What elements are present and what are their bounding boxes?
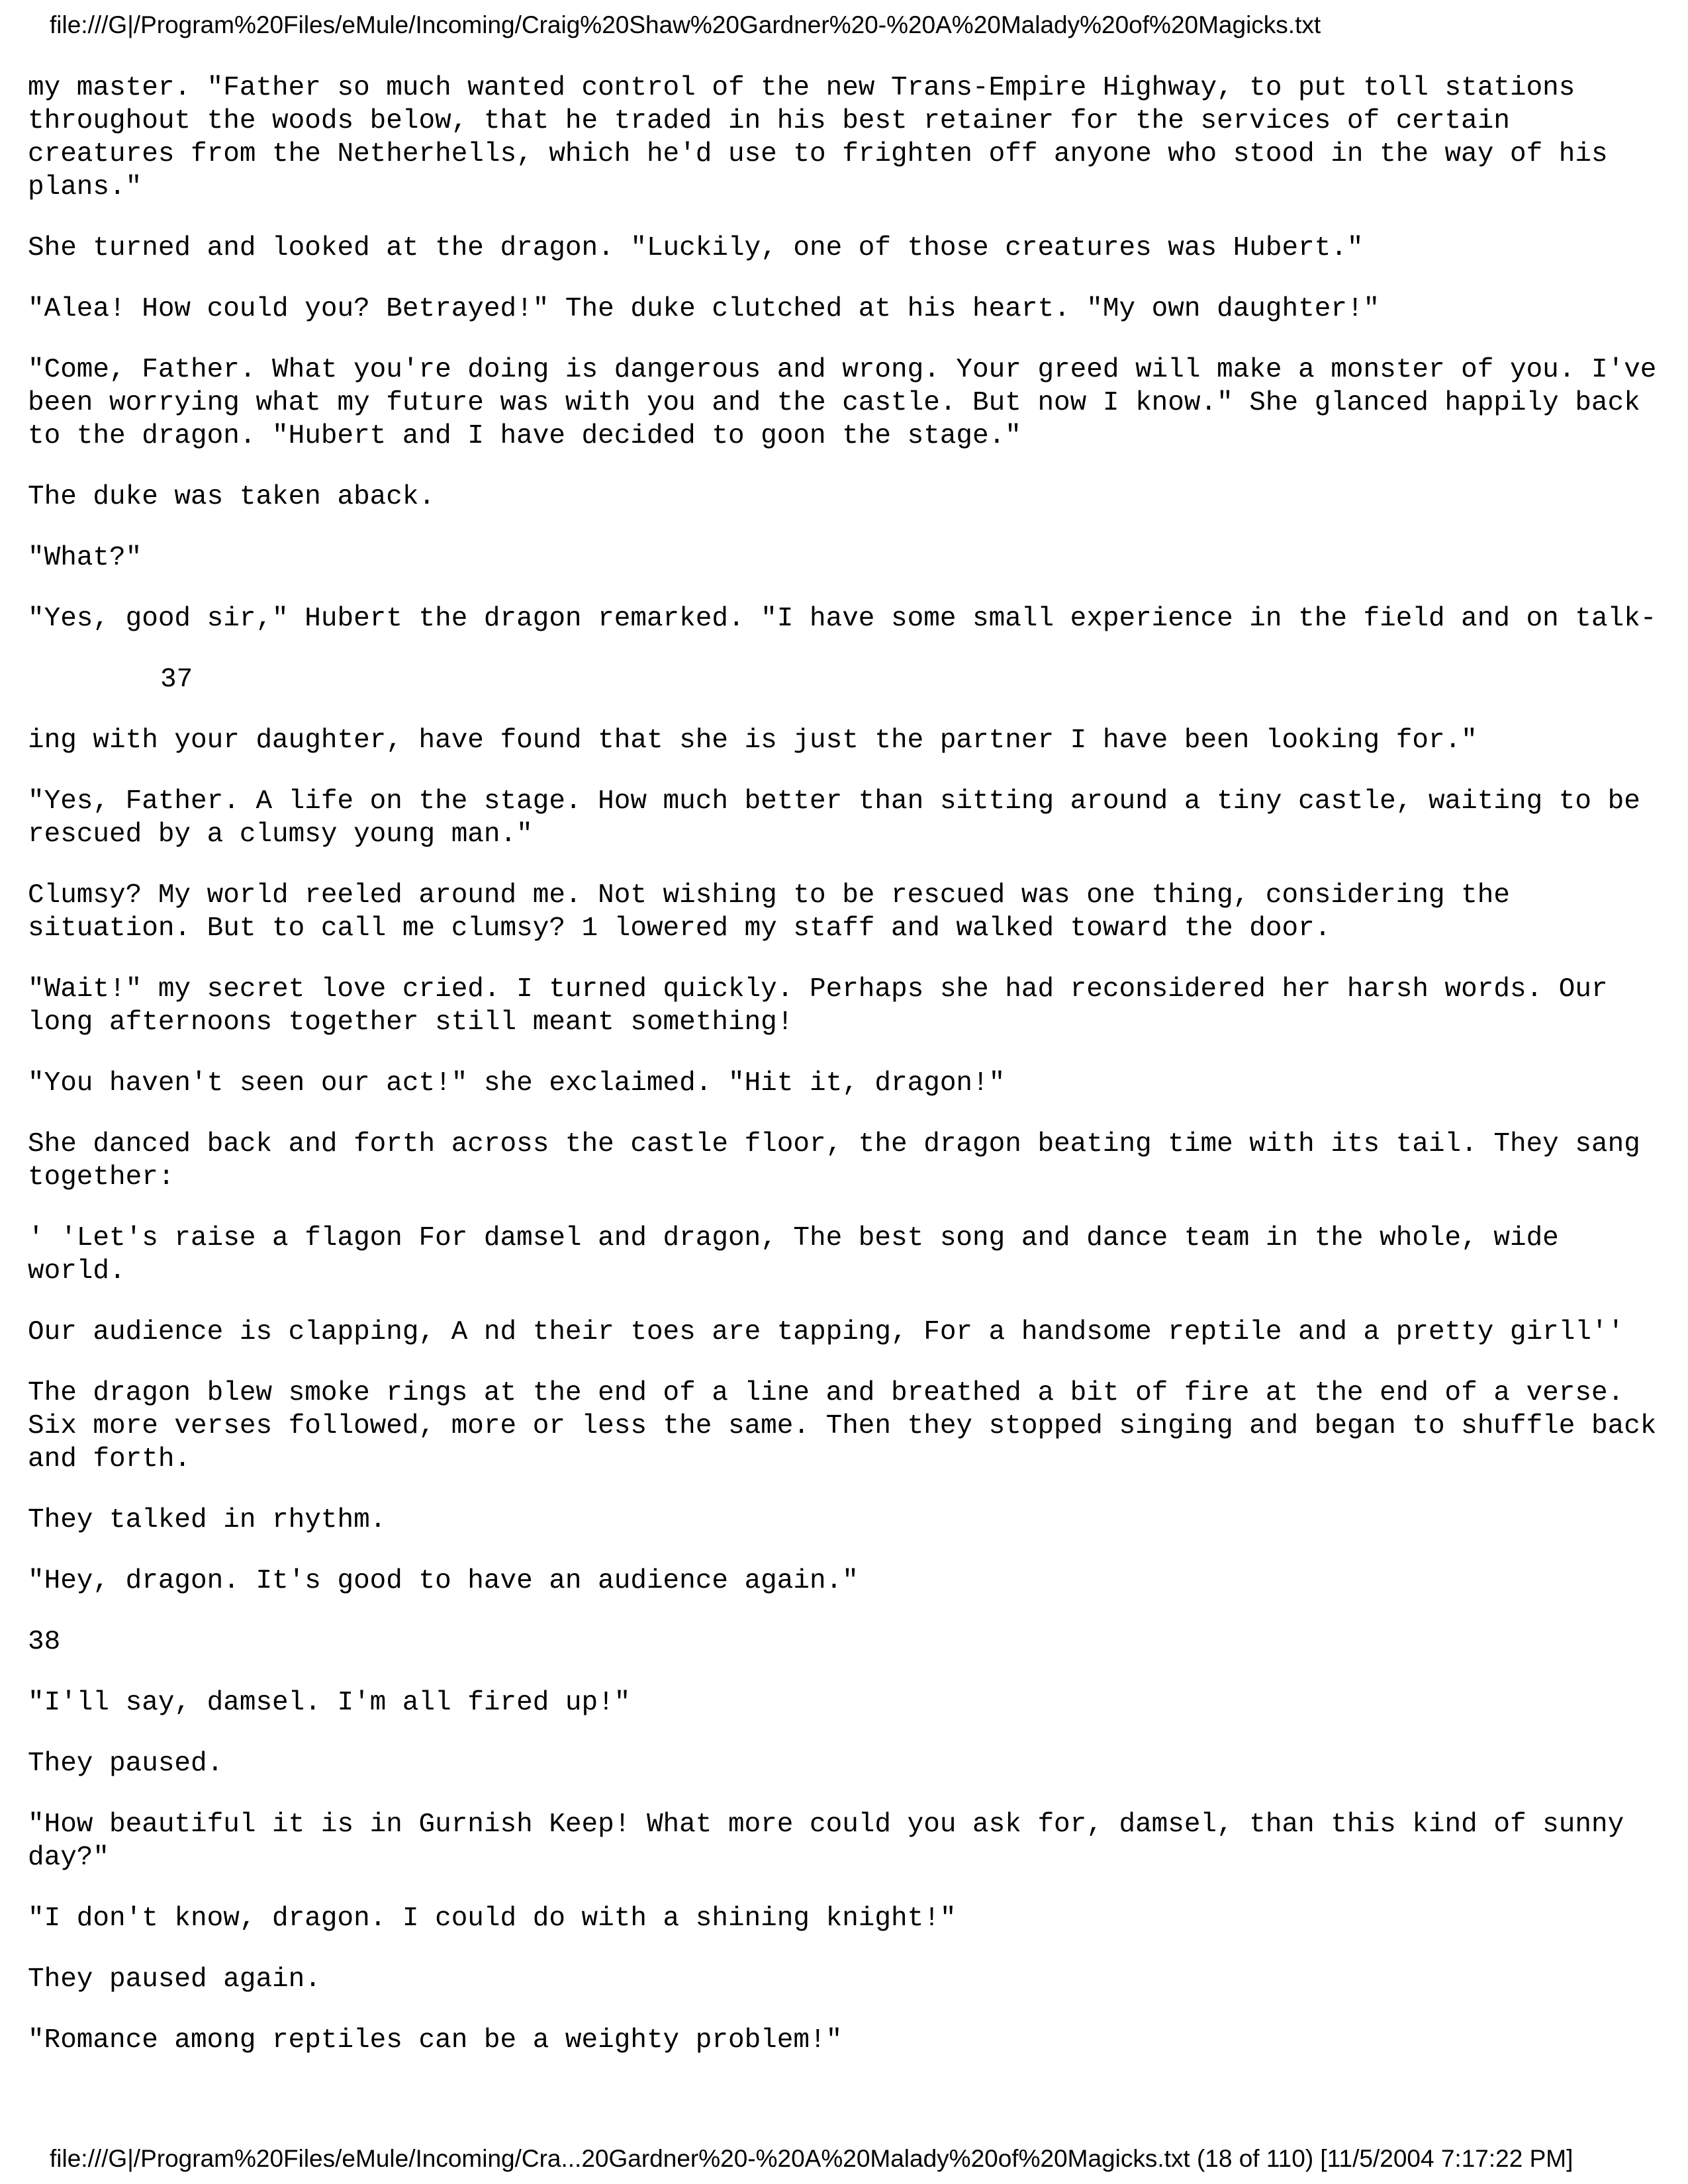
page-footer-path: file:///G|/Program%20Files/eMule/Incoming/Cra...20Gardner%20-%20A%20Malady%20of%20Magicks.txt (18 of 110) [11/5/2004 7:17:22 PM]: [50, 2145, 1573, 2172]
page-number: 37: [160, 664, 193, 695]
page-header-path: file:///G|/Program%20Files/eMule/Incoming/Craig%20Shaw%20Gardner%20-%20A%20Malady%20of%20Magicks.txt: [50, 11, 1321, 38]
paragraph: "Yes, Father. A life on the stage. How much better than sitting around a tiny castle, waiting to be rescued by a clumsy young man.": [28, 786, 1657, 850]
paragraph: They talked in rhythm.: [28, 1505, 387, 1535]
document-body: [28, 71, 1673, 2085]
paragraph: The dragon blew smoke rings at the end of a line and breathed a bit of fire at the end of a verse. Six more verses followed, more or less the same. Then they stopped singing and began to shuffle back and forth.: [28, 1378, 1673, 1475]
paragraph: "Yes, good sir," Hubert the dragon remarked. "I have some small experience in the field and on talk-: [28, 604, 1657, 634]
paragraph: "I'll say, damsel. I'm all fired up!": [28, 1688, 631, 1718]
paragraph: "I don't know, dragon. I could do with a shining knight!": [28, 1903, 957, 1934]
page-number: 38: [28, 1627, 61, 1657]
song-lyric: Our audience is clapping, A nd their toes are tapping, For a handsome reptile and a pretty girll'': [28, 1317, 1624, 1347]
paragraph: "Hey, dragon. It's good to have an audience again.": [28, 1566, 859, 1596]
song-lyric: ' 'Let's raise a flagon For damsel and dragon, The best song and dance team in the whole, wide world.: [28, 1223, 1575, 1287]
paragraph: The duke was taken aback.: [28, 482, 436, 512]
paragraph: They paused.: [28, 1749, 224, 1779]
paragraph: my master. "Father so much wanted control of the new Trans-Empire Highway, to put toll stations throughout the woods below, that he traded in his best retainer for the services of certain creatures from the Netherhells, which he'd use to frighten off anyone who stood in the way of his plans.": [28, 73, 1624, 203]
paragraph: They paused again.: [28, 1964, 321, 1995]
paragraph: "Alea! How could you? Betrayed!" The duke clutched at his heart. "My own daughter!": [28, 294, 1380, 324]
paragraph: "What?": [28, 543, 142, 573]
paragraph: "Romance among reptiles can be a weighty problem!": [28, 2025, 843, 2056]
paragraph: "You haven't seen our act!" she exclaimed. "Hit it, dragon!": [28, 1068, 1006, 1099]
paragraph: She danced back and forth across the castle floor, the dragon beating time with its tail. They sang together:: [28, 1129, 1657, 1193]
paragraph: Clumsy? My world reeled around me. Not wishing to be rescued was one thing, considering the situation. But to call me clumsy? 1 lowered my staff and walked toward the door.: [28, 880, 1526, 944]
paragraph: ing with your daughter, have found that she is just the partner I have been looking for.": [28, 725, 1477, 756]
paragraph: "How beautiful it is in Gurnish Keep! What more could you ask for, damsel, than this kind of sunny day?": [28, 1809, 1640, 1873]
paragraph: "Wait!" my secret love cried. I turned quickly. Perhaps she had reconsidered her harsh words. Our long afternoons together still meant something!: [28, 974, 1624, 1038]
paragraph: She turned and looked at the dragon. "Luckily, one of those creatures was Hubert.": [28, 233, 1364, 263]
paragraph: "Come, Father. What you're doing is dangerous and wrong. Your greed will make a monster of you. I've been worrying what my future was with you and the castle. But now I know." She glanced happily back to the dragon. "Hubert and I have decided to goon the stage.": [28, 355, 1673, 451]
